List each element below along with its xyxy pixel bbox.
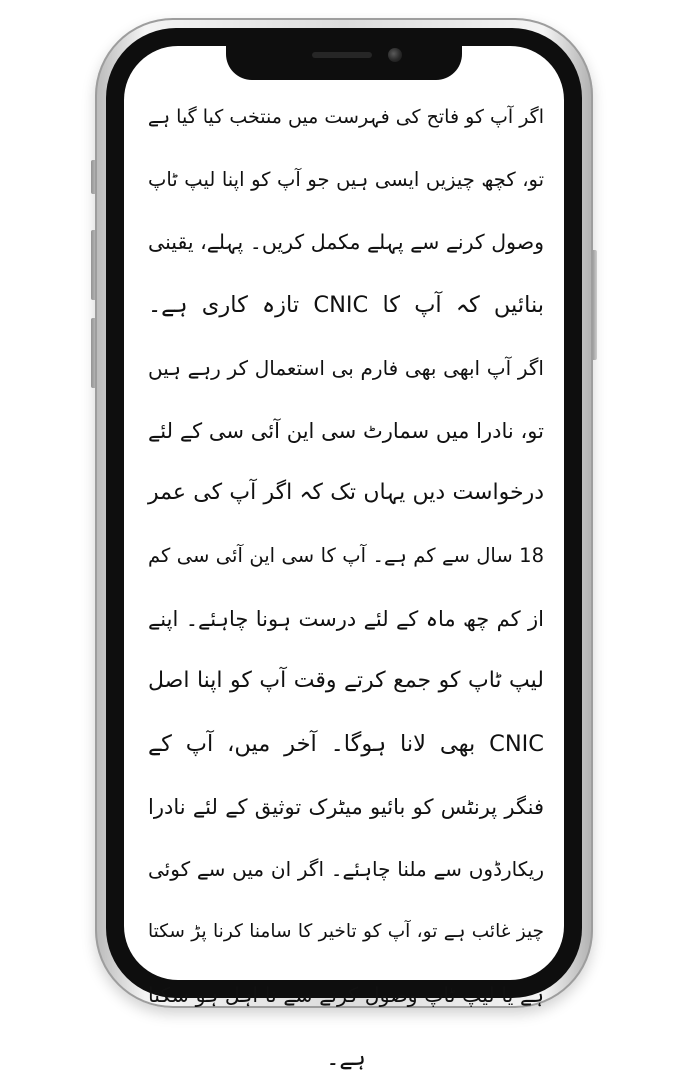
text-line: ہے یا لیپ ٹاپ وصول کرنے سے نا اہل ہو سکتا [148,982,544,1007]
article-text [148,86,544,1089]
text-line: چیز غائب ہے تو، آپ کو تاخیر کا سامنا کرنا پڑ سکتا [148,921,544,943]
text-line: تو، نادرا میں سمارٹ سی این آئی سی کے لئے [148,418,544,443]
text-line: لیپ ٹاپ کو جمع کرتے وقت آپ کو اپنا اصل [148,668,544,694]
text-line: درخواست دیں یہاں تک کہ اگر آپ کی عمر [148,480,544,506]
text-line: وصول کرنے سے پہلے مکمل کریں۔ پہلے، یقینی [148,230,544,255]
text-line: تو، کچھ چیزیں ایسی ہیں جو آپ کو اپنا لیپ ٹاپ [148,167,544,191]
text-line: ریکارڈوں سے ملنا چاہئے۔ اگر ان میں سے کوئی [148,857,544,882]
speaker-grille [312,52,372,58]
text-line: ہے۔ [326,1044,366,1071]
text-line: از کم چھ ماہ کے لئے درست ہونا چاہئے۔ اپنے [148,606,544,631]
front-camera-icon [388,48,402,62]
phone-notch [226,42,462,80]
text-line: بنائیں کہ آپ کا CNIC تازہ کاری ہے۔ [148,292,545,319]
text-line: اگر آپ کو فاتح کی فہرست میں منتخب کیا گیا ہے [147,106,544,128]
text-line: فنگر پرنٹس کو بائیو میٹرک توثیق کے لئے نادرا [148,794,544,819]
text-line: 18 سال سے کم ہے۔ آپ کا سی این آئی سی کم [148,543,544,567]
text-line: CNIC بھی لانا ہوگا۔ آخر میں، آپ کے [148,731,544,758]
text-line: اگر آپ ابھی بھی فارم بی استعمال کر رہے ہیں [148,355,544,380]
